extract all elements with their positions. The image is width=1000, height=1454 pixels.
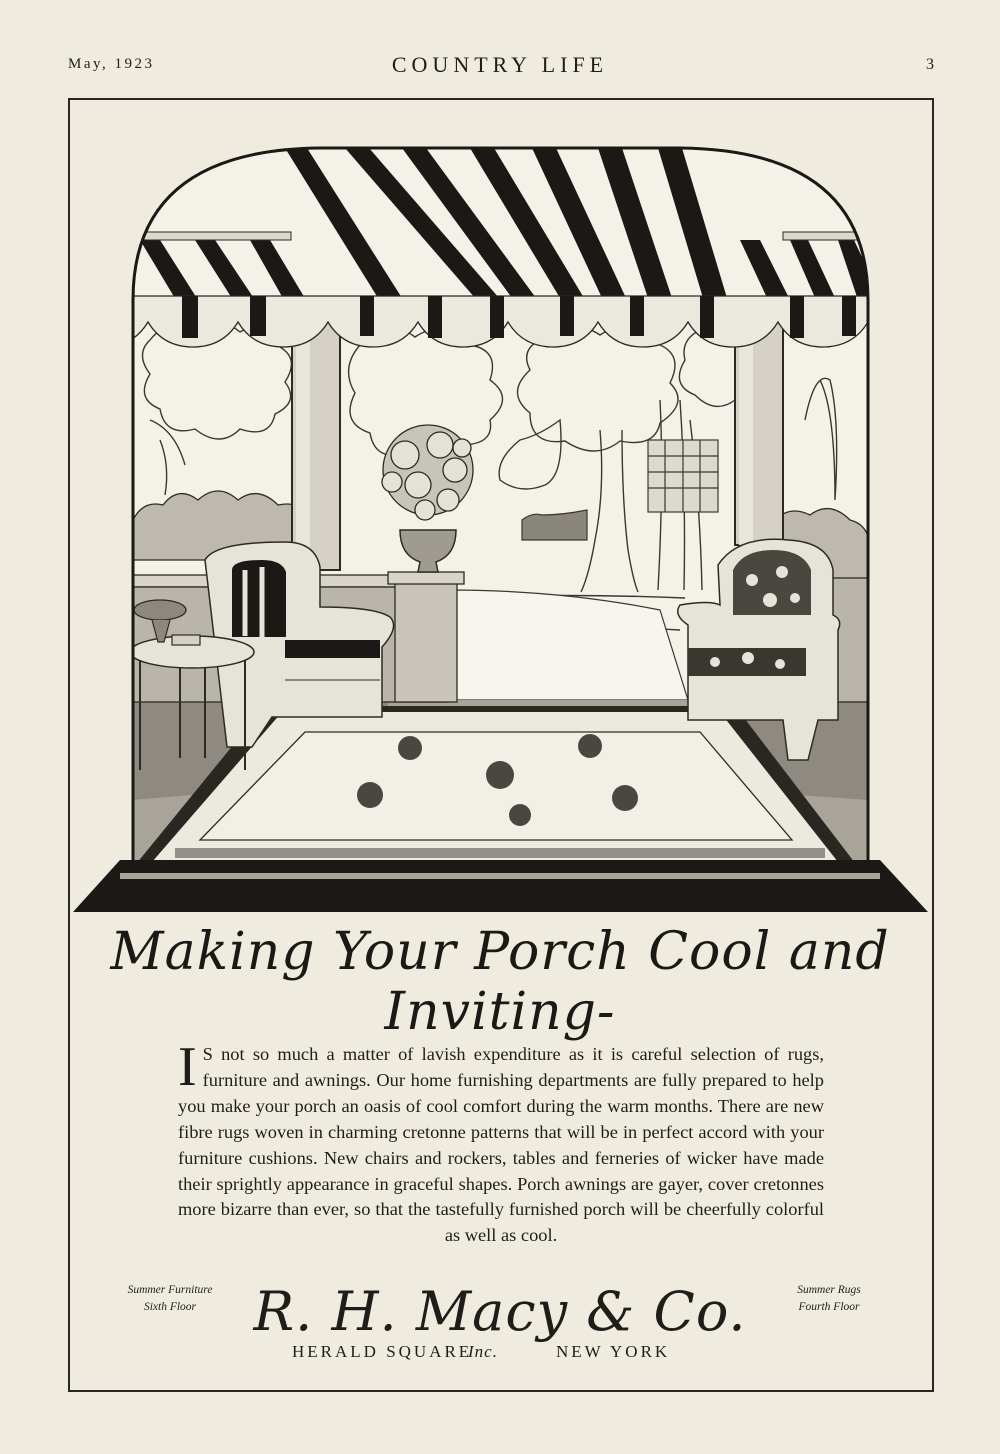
note-right-line2: Fourth Floor (798, 1301, 860, 1313)
ad-headline: Making Your Porch Cool and Inviting- (110, 922, 890, 1042)
firm-name: R. H. Macy & Co. (253, 1280, 747, 1343)
ad-body-copy (178, 1036, 824, 1249)
page-number: 3 (926, 56, 934, 73)
ad-body-paragraph: S not so much a matter of lavish expenditure as it is careful selection of rugs, furniture and awnings. Our home furnishing departments are fully prepared to help you make your porch an oasis of cool comfort during the warm months. There are new fibre rugs woven in charming cretonne patterns that will be in perfect accord with your furniture cushions. New chairs and rockers, tables and ferneries of wicker have made their sprightly appearance in graceful shapes. Porch awnings are gayer, cover cretonnes more bizarre than ever, so that the tastefully furnished porch will be cheerfully colorful as well as cool. (178, 1044, 824, 1246)
note-left-line1: Summer Furniture (127, 1284, 213, 1296)
address-inc: Inc. (468, 1342, 498, 1361)
firm-address (0, 1342, 1000, 1364)
garden-scene (0, 148, 870, 918)
address-new-york: NEW YORK (556, 1342, 671, 1361)
note-right-line1: Summer Rugs (797, 1284, 861, 1296)
magazine-title: COUNTRY LIFE (391, 52, 609, 77)
drop-cap: I (178, 1036, 197, 1098)
note-left-line2: Sixth Floor (143, 1301, 197, 1313)
issue-date: May, 1923 (68, 56, 155, 72)
striped-awning (0, 148, 868, 347)
address-herald-square: HERALD SQUARE (292, 1342, 473, 1361)
